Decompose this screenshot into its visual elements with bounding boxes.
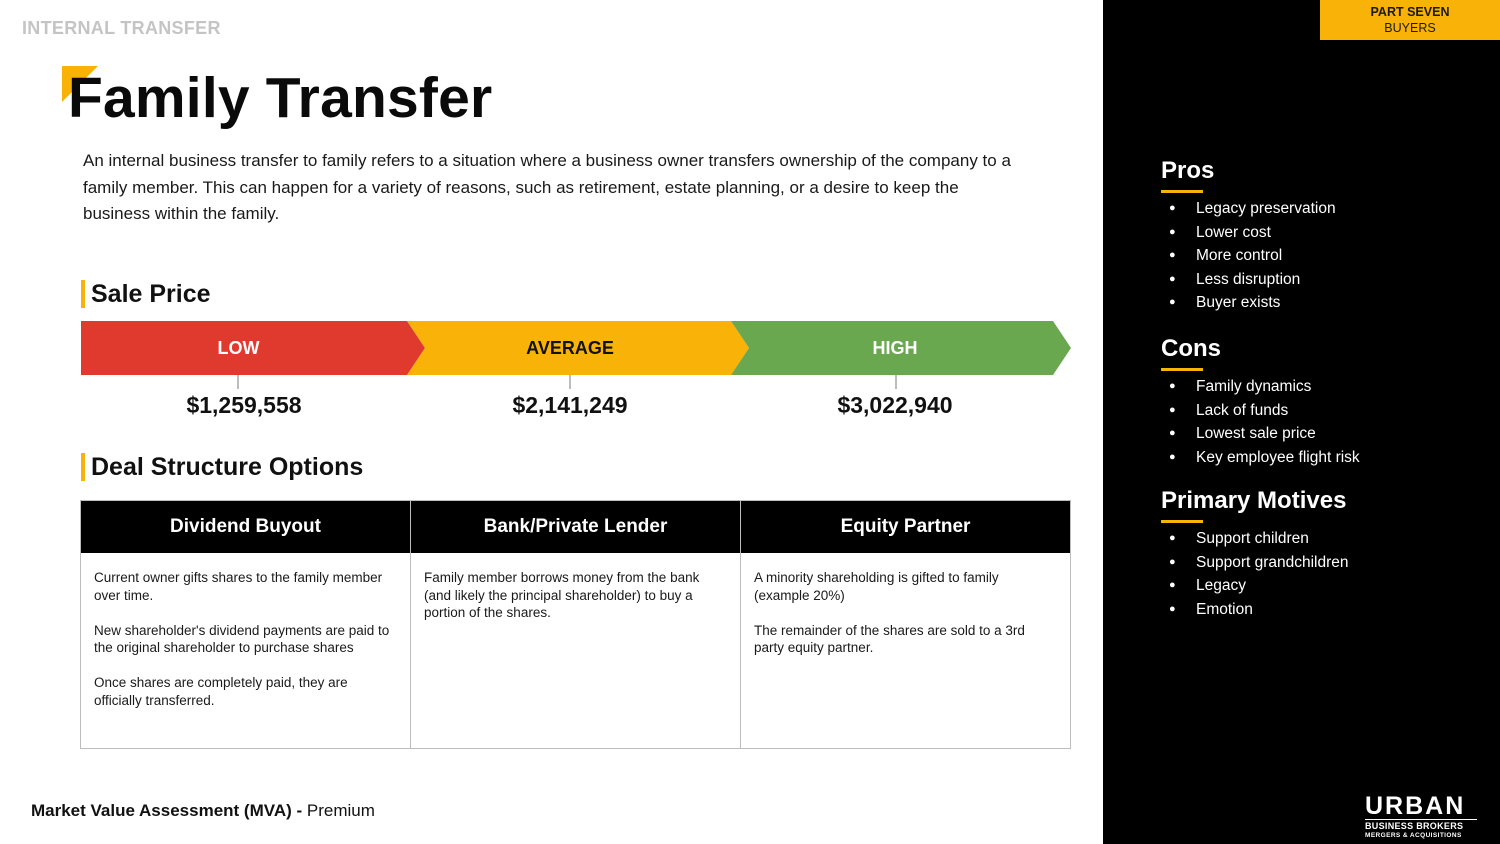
deal-header-lender: Bank/Private Lender [411, 501, 740, 553]
list-item: ● Lack of funds [1161, 399, 1360, 423]
tier-label-average: AVERAGE [526, 338, 614, 358]
deal-column-equity [741, 501, 1070, 748]
deal-structure-heading: Deal Structure Options [81, 452, 363, 482]
list-item: ● Buyer exists [1161, 291, 1336, 315]
list-item: ● Support children [1161, 527, 1349, 551]
footer-bold: Market Value Assessment (MVA) - [31, 801, 303, 820]
pros-heading: Pros [1161, 157, 1336, 193]
logo-sub2: MERGERS & ACQUISITIONS [1365, 832, 1462, 839]
deal-column-dividend [81, 501, 411, 748]
motives-list [1161, 527, 1349, 621]
tick-average [569, 375, 571, 389]
deal-body-lender [411, 553, 740, 639]
price-low: $1,259,558 [186, 392, 302, 418]
list-item: ● Family dynamics [1161, 375, 1360, 399]
deal-paragraph: Family member borrows money from the bank (and likely the principal shareholder) to buy a portion of the shares. [424, 570, 700, 620]
tick-high [895, 375, 897, 389]
deal-paragraph: Once shares are completely paid, they are officially transferred. [94, 675, 348, 708]
list-item: ● Support grandchildren [1161, 551, 1349, 575]
deal-paragraph: New shareholder's dividend payments are paid to the original shareholder to purchase shares [94, 622, 390, 655]
title-block [62, 66, 492, 130]
sale-price-heading: Sale Price [81, 279, 211, 309]
pros-list [1161, 197, 1336, 315]
list-item: ● Lowest sale price [1161, 422, 1360, 446]
list-item: ● More control [1161, 244, 1336, 268]
footer-rest: Premium [306, 801, 375, 820]
logo-main: URBAN [1365, 792, 1466, 820]
cons-section [1161, 335, 1360, 469]
intro-paragraph: An internal business transfer to family refers to a situation where a business owner transfers ownership of the company to a family member. This can happen for a variety of reasons, such as retirement, estate planning, or a desire to keep the business within the family. [83, 151, 1011, 223]
kicker-label: INTERNAL TRANSFER [22, 18, 221, 38]
deal-paragraph: A minority shareholding is gifted to family (example 20%) [754, 570, 999, 603]
pros-section [1161, 157, 1336, 315]
list-item: ● Key employee flight risk [1161, 446, 1360, 470]
tick-low [237, 375, 239, 389]
list-item: ● Legacy [1161, 574, 1349, 598]
deal-body-equity [741, 553, 1070, 674]
deal-structure-table [80, 500, 1071, 749]
deal-column-lender [411, 501, 741, 748]
part-tag [1320, 0, 1500, 40]
sidebar-panel [1103, 0, 1500, 844]
deal-paragraph: Current owner gifts shares to the family member over time. [94, 570, 383, 603]
motives-section [1161, 487, 1349, 621]
deal-paragraph: The remainder of the shares are sold to a 3rd party equity partner. [754, 622, 1025, 655]
list-item: ● Lower cost [1161, 221, 1336, 245]
footer-note [31, 801, 375, 821]
tier-label-high: HIGH [872, 338, 918, 358]
urban-logo [1365, 794, 1477, 840]
price-high: $3,022,940 [837, 392, 953, 418]
deal-header-dividend: Dividend Buyout [81, 501, 410, 553]
deal-body-dividend [81, 553, 410, 727]
list-item: ● Less disruption [1161, 268, 1336, 292]
deal-header-equity: Equity Partner [741, 501, 1070, 553]
cons-list [1161, 375, 1360, 469]
logo-sub: BUSINESS BROKERS [1365, 819, 1477, 831]
part-tag-line2: BUYERS [1384, 21, 1436, 35]
list-item: ● Legacy preservation [1161, 197, 1336, 221]
part-tag-line1: PART SEVEN [1370, 5, 1450, 19]
tier-label-low: LOW [217, 338, 260, 358]
list-item: ● Emotion [1161, 598, 1349, 622]
motives-heading: Primary Motives [1161, 487, 1349, 523]
price-average: $2,141,249 [512, 392, 628, 418]
cons-heading: Cons [1161, 335, 1360, 371]
page-title: Family Transfer [68, 66, 493, 130]
